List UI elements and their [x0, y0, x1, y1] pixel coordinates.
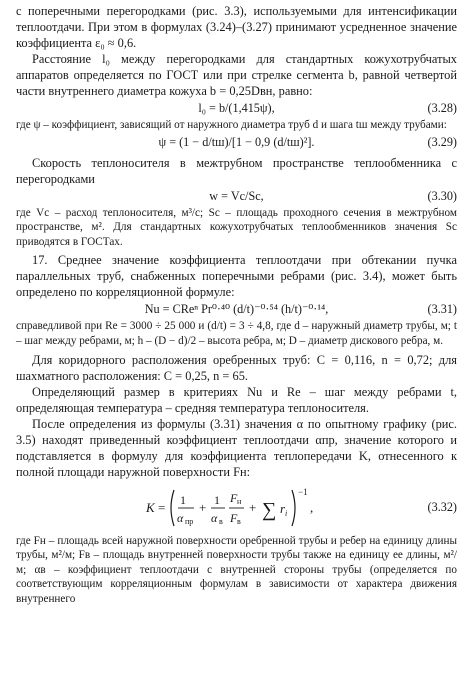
paragraph-8: Для коридорного расположения оребренных труб: C = 0,116, n = 0,72; для шахматного расположения: C = 0,25, n = 65.: [16, 352, 457, 383]
paragraph-7: справедливой при Re = 3000 ÷ 25 000 и (d/t) = 3 ÷ 4,8, где d – наружный диаметр трубы, м; t – шаг между ребрами, м; h – (D − d)/2 – высота ребра, м; D – диаметр дискового ребра, м.: [16, 320, 457, 347]
svg-text:+: +: [249, 499, 257, 515]
svg-text:в: в: [219, 516, 223, 526]
equation-3-32-formula: [16, 482, 457, 534]
paragraph-9: Определяющий размер в критериях Nu и Re – шаг между ребрами t, определяющая температура – средняя температура теплоносителя.: [16, 384, 457, 415]
equation-3-28: [16, 99, 457, 118]
paragraph-4: Скорость теплоносителя в межтрубном пространстве теплообменника с перегородками: [16, 155, 457, 186]
equation-3-31-expr: Nu = CReⁿ Pr⁰·⁴⁰ (d/t)⁻⁰·⁵⁴ (h/t)⁻⁰·¹⁴,: [144, 302, 329, 317]
svg-text:=: =: [158, 499, 166, 515]
svg-text:+: +: [199, 499, 207, 515]
paragraph-3: где ψ – коэффициент, зависящий от наружного диаметра труб d и шага tш между трубами:: [16, 119, 447, 131]
equation-3-29-number: (3.29): [427, 134, 457, 149]
paragraph-10: После определения из формулы (3.31) значения α по опытному графику (рис. 3.5) находят приведенный коэффициент теплоотдачи αпр, значение которого и подставляется в формулу для коэффициента теплопередачи K, отнесенного к полной площади наружной поверхности Fн:: [16, 416, 457, 479]
equation-3-32-number: (3.32): [427, 499, 457, 514]
svg-text:∑: ∑: [262, 498, 277, 521]
svg-text:1: 1: [214, 492, 220, 507]
svg-text:i: i: [285, 508, 288, 518]
svg-text:1: 1: [180, 492, 186, 507]
equation-3-32: [16, 482, 457, 534]
svg-text:н: н: [237, 496, 242, 506]
svg-text:−1: −1: [298, 486, 308, 497]
paragraph-1: с поперечными перегородками (рис. 3.3), используемыми для интенсификации теплоотдачи. При этом в формулах (3.24)–(3.27) принимают усредненное значение коэффициента ε₀ ≈ 0,6.: [16, 4, 457, 50]
equation-3-31: [16, 300, 457, 319]
paragraph-2: Расстояние l₀ между перегородками для стандартных кожухотрубчатых аппаратов определяется по ГОСТ или при стрелке сегмента b, равной четвертой части внутреннего диаметра кожуха b = 0,25Dвн, равно:: [16, 52, 457, 98]
svg-text:α: α: [211, 510, 218, 525]
equation-3-31-number: (3.31): [427, 302, 457, 317]
svg-text:α: α: [177, 510, 184, 525]
equation-3-30-number: (3.30): [427, 188, 457, 203]
paragraph-6: 17. Среднее значение коэффициента теплоотдачи при обтекании пучка параллельных труб, снабженных поперечными ребрами (рис. 3.4), может быть определено по корреляционной формуле:: [16, 253, 457, 300]
equation-3-28-number: (3.28): [427, 101, 457, 115]
equation-3-30: [16, 187, 457, 206]
svg-text:r: r: [280, 500, 286, 516]
equation-3-28-expr: l₀ = b/(1,415ψ),: [198, 101, 275, 115]
svg-text:F: F: [230, 510, 238, 525]
equation-3-30-expr: w = Vс/Sс,: [209, 188, 264, 203]
paragraph-11: где Fн – площадь всей наружной поверхности оребренной трубы и ребер на единицу длины трубы, м²/м; Fв – площадь внутренней поверхности трубы также на единицу ее длины, м²/м; αв – коэффициент теплоотдачи с внутренней стороны трубы (определяется по соответствующим корреляционным формулам в зависимости от характера движения внутреннего: [16, 534, 457, 605]
svg-text:в: в: [237, 516, 241, 526]
svg-text:K: K: [146, 499, 155, 515]
equation-3-29: [16, 133, 457, 152]
paragraph-5: где Vс – расход теплоносителя, м³/с; Sс – площадь проходного сечения в межтрубном пространстве, м². Для стандартных кожухотрубчатых теплообменников значения Sс приводятся в ГОСТах.: [16, 206, 457, 248]
svg-text:F: F: [230, 490, 238, 505]
svg-text:,: ,: [310, 499, 314, 515]
svg-text:пр: пр: [185, 516, 194, 526]
equation-3-29-expr: ψ = (1 − d/tш)/[1 − 0,9 (d/tш)²].: [158, 134, 315, 149]
